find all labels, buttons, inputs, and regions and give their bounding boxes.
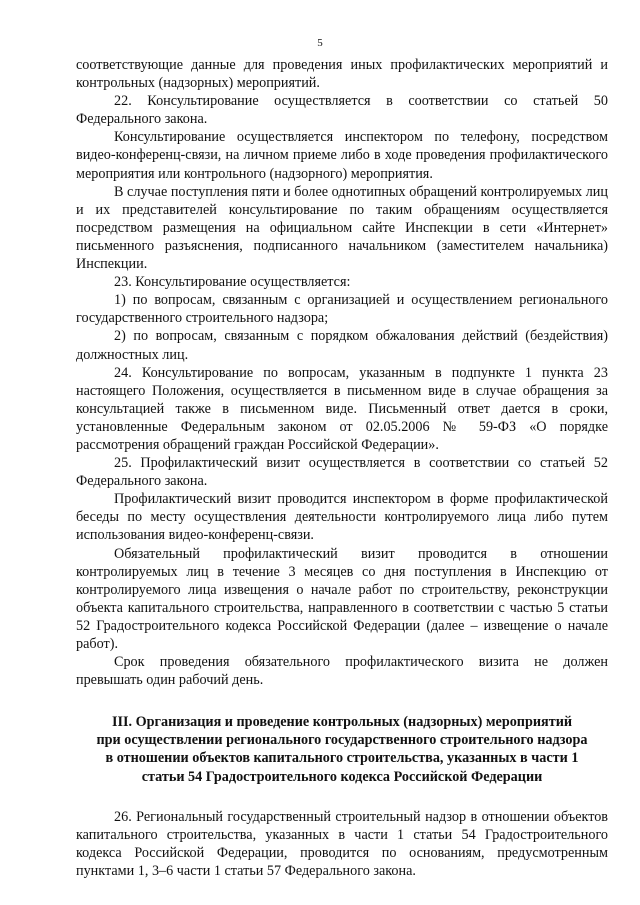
paragraph: 2) по вопросам, связанным с порядком обжалования действий (бездействия) должностных лиц. [76,328,608,363]
document-body [76,56,608,880]
paragraph: 26. Региональный государственный строительный надзор в отношении объектов капитального строительства, указанных в части 1 статьи 54 Градостроительного кодекса Российской Федерации, проводится по основаниям, предусмотренным пунктами 1, 3–6 части 1 статьи 57 Федерального закона. [76,808,608,879]
paragraphs-before-section [76,56,608,689]
section-title-line: статьи 54 Градостроительного кодекса Российской Федерации [141,768,543,785]
section-title [76,713,608,785]
paragraph: 1) по вопросам, связанным с организацией и осуществлением регионального государственного строительного надзора; [76,292,608,327]
page-number: 5 [317,37,323,49]
paragraphs-after-section [76,808,608,880]
paragraph: 24. Консультирование по вопросам, указанным в подпункте 1 пункта 23 настоящего Положения, осуществляется в письменном виде в случае обращения за консультацией также в письменном виде. Письменный ответ дается в сроки, установленные Федеральным законом от 02.05.2006 № 59-ФЗ «О порядке рассмотрения обращений граждан Российской Федерации». [76,364,608,453]
section-title-line: в отношении объектов капитального строительства, указанных в части 1 [105,750,579,767]
paragraph: 25. Профилактический визит осуществляется в соответствии со статьей 52 Федерального закона. [76,455,608,490]
section-title-line: III. Организация и проведение контрольных (надзорных) мероприятий [111,714,573,731]
paragraph: Консультирование осуществляется инспектором по телефону, посредством видео-конференц-связи, на личном приеме либо в ходе проведения профилактического мероприятия или контрольного (надзорного) мероприятия. [76,129,608,182]
paragraph: Профилактический визит проводится инспектором в форме профилактической беседы по месту осуществления деятельности контролируемого лица либо путем использования видео-конференц-связи. [76,491,608,544]
section-title-line: при осуществлении регионального государственного строительного надзора [96,732,588,749]
paragraph: 23. Консультирование осуществляется: [114,274,351,291]
paragraph: 22. Консультирование осуществляется в соответствии со статьей 50 Федерального закона. [76,93,608,128]
paragraph: В случае поступления пяти и более однотипных обращений контролируемых лиц и их представителей консультирование по таким обращениям осуществляется посредством размещения на официальном сайте Инспекции в сети «Интернет» письменного разъяснения, подписанного начальником (заместителем начальника) Инспекции. [76,183,608,273]
paragraph: Срок проведения обязательного профилактического визита не должен превышать один рабочий день. [76,654,608,689]
paragraph: соответствующие данные для проведения иных профилактических мероприятий и контрольных (надзорных) мероприятий. [76,57,608,92]
paragraph: Обязательный профилактический визит проводится в отношении контролируемых лиц в течение 3 месяцев со дня поступления в Инспекцию от контролируемого лица извещения о начале работ по строительству, реконструкции объекта капитального строительства, направленного в соответствии с частью 5 статьи 52 Градостроительного кодекса Российской Федерации (далее – извещение о начале работ). [76,545,608,652]
